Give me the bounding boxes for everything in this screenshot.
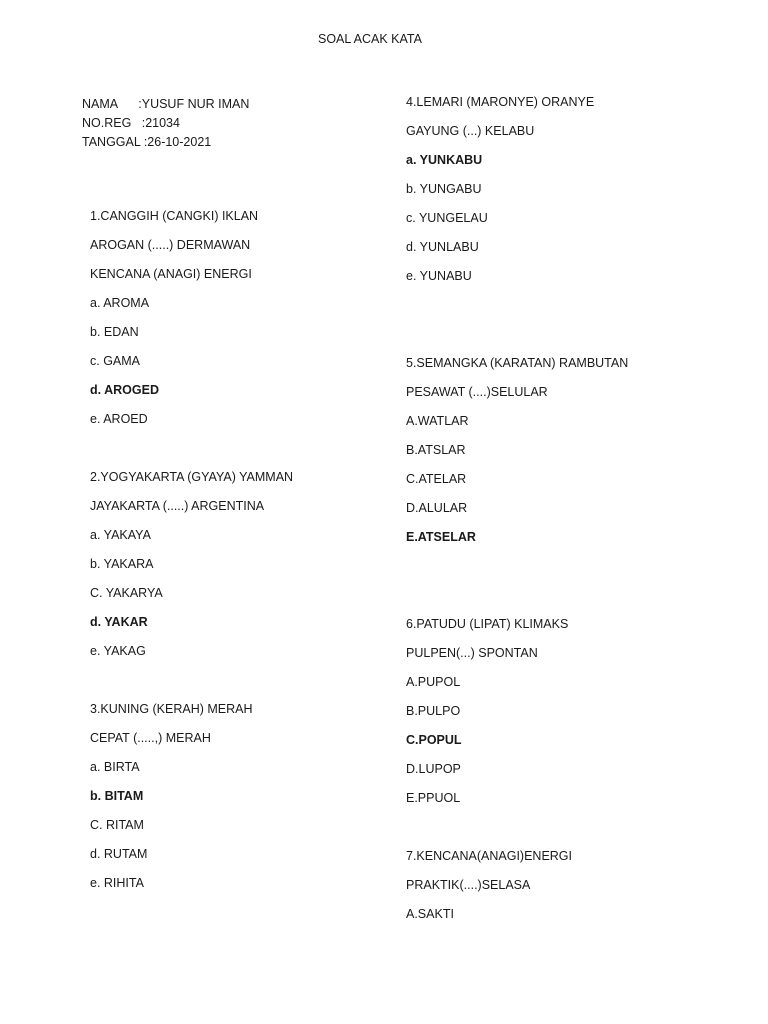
answer-option-selected: C.POPUL (406, 733, 462, 747)
answer-option: A.WATLAR (406, 414, 469, 428)
question-line: 7.KENCANA(ANAGI)ENERGI (406, 849, 573, 863)
question-line: PRAKTIK(....)SELASA (406, 878, 531, 892)
identity-noreg: NO.REG :21034 (82, 116, 180, 130)
question-4 (406, 95, 628, 298)
answer-option: e. YUNABU (406, 269, 472, 283)
question-2 (90, 470, 293, 673)
answer-option: e. YAKAG (90, 644, 146, 658)
answer-option: C.ATELAR (406, 472, 467, 486)
answer-option-selected: E.ATSELAR (406, 530, 476, 544)
right-column (406, 95, 628, 936)
left-column (90, 209, 293, 905)
question-line: 4.LEMARI (MARONYE) ORANYE (406, 95, 595, 109)
identity-block (82, 95, 249, 152)
answer-option: b. EDAN (90, 325, 139, 339)
answer-option: d. YUNLABU (406, 240, 479, 254)
answer-option: d. RUTAM (90, 847, 148, 861)
answer-option: a. BIRTA (90, 760, 140, 774)
answer-option: b. YUNGABU (406, 182, 482, 196)
answer-option: B.ATSLAR (406, 443, 466, 457)
question-line: 5.SEMANGKA (KARATAN) RAMBUTAN (406, 356, 629, 370)
question-line: AROGAN (.....) DERMAWAN (90, 238, 251, 252)
answer-option: a. AROMA (90, 296, 150, 310)
question-line: JAYAKARTA (.....) ARGENTINA (90, 499, 265, 513)
answer-option: B.PULPO (406, 704, 461, 718)
answer-option: D.LUPOP (406, 762, 461, 776)
question-7 (406, 849, 628, 936)
question-line: 6.PATUDU (LIPAT) KLIMAKS (406, 617, 569, 631)
question-line: KENCANA (ANAGI) ENERGI (90, 267, 252, 281)
answer-option: A.PUPOL (406, 675, 461, 689)
answer-option: D.ALULAR (406, 501, 468, 515)
answer-option: c. YUNGELAU (406, 211, 488, 225)
answer-option: e. RIHITA (90, 876, 144, 890)
question-line: 2.YOGYAKARTA (GYAYA) YAMMAN (90, 470, 294, 484)
question-1 (90, 209, 293, 441)
identity-name: NAMA :YUSUF NUR IMAN (82, 97, 250, 111)
answer-option: c. GAMA (90, 354, 141, 368)
question-line: CEPAT (.....,) MERAH (90, 731, 211, 745)
answer-option-selected: a. YUNKABU (406, 153, 483, 167)
answer-option: a. YAKAYA (90, 528, 151, 542)
question-line: PESAWAT (....)SELULAR (406, 385, 548, 399)
answer-option-selected: d. AROGED (90, 383, 159, 397)
identity-date: TANGGAL :26-10-2021 (82, 135, 212, 149)
question-line: 3.KUNING (KERAH) MERAH (90, 702, 253, 716)
question-line: 1.CANGGIH (CANGKI) IKLAN (90, 209, 259, 223)
answer-option: E.PPUOL (406, 791, 461, 805)
question-line: PULPEN(...) SPONTAN (406, 646, 538, 660)
question-line: GAYUNG (...) KELABU (406, 124, 535, 138)
answer-option: A.SAKTI (406, 907, 454, 921)
answer-option: b. YAKARA (90, 557, 154, 571)
answer-option-selected: d. YAKAR (90, 615, 148, 629)
answer-option: C. YAKARYA (90, 586, 163, 600)
answer-option-selected: b. BITAM (90, 789, 144, 803)
question-3 (90, 702, 293, 905)
page-title: SOAL ACAK KATA (318, 32, 422, 46)
question-5 (406, 356, 628, 559)
answer-option: e. AROED (90, 412, 148, 426)
question-6 (406, 617, 628, 820)
answer-option: C. RITAM (90, 818, 144, 832)
